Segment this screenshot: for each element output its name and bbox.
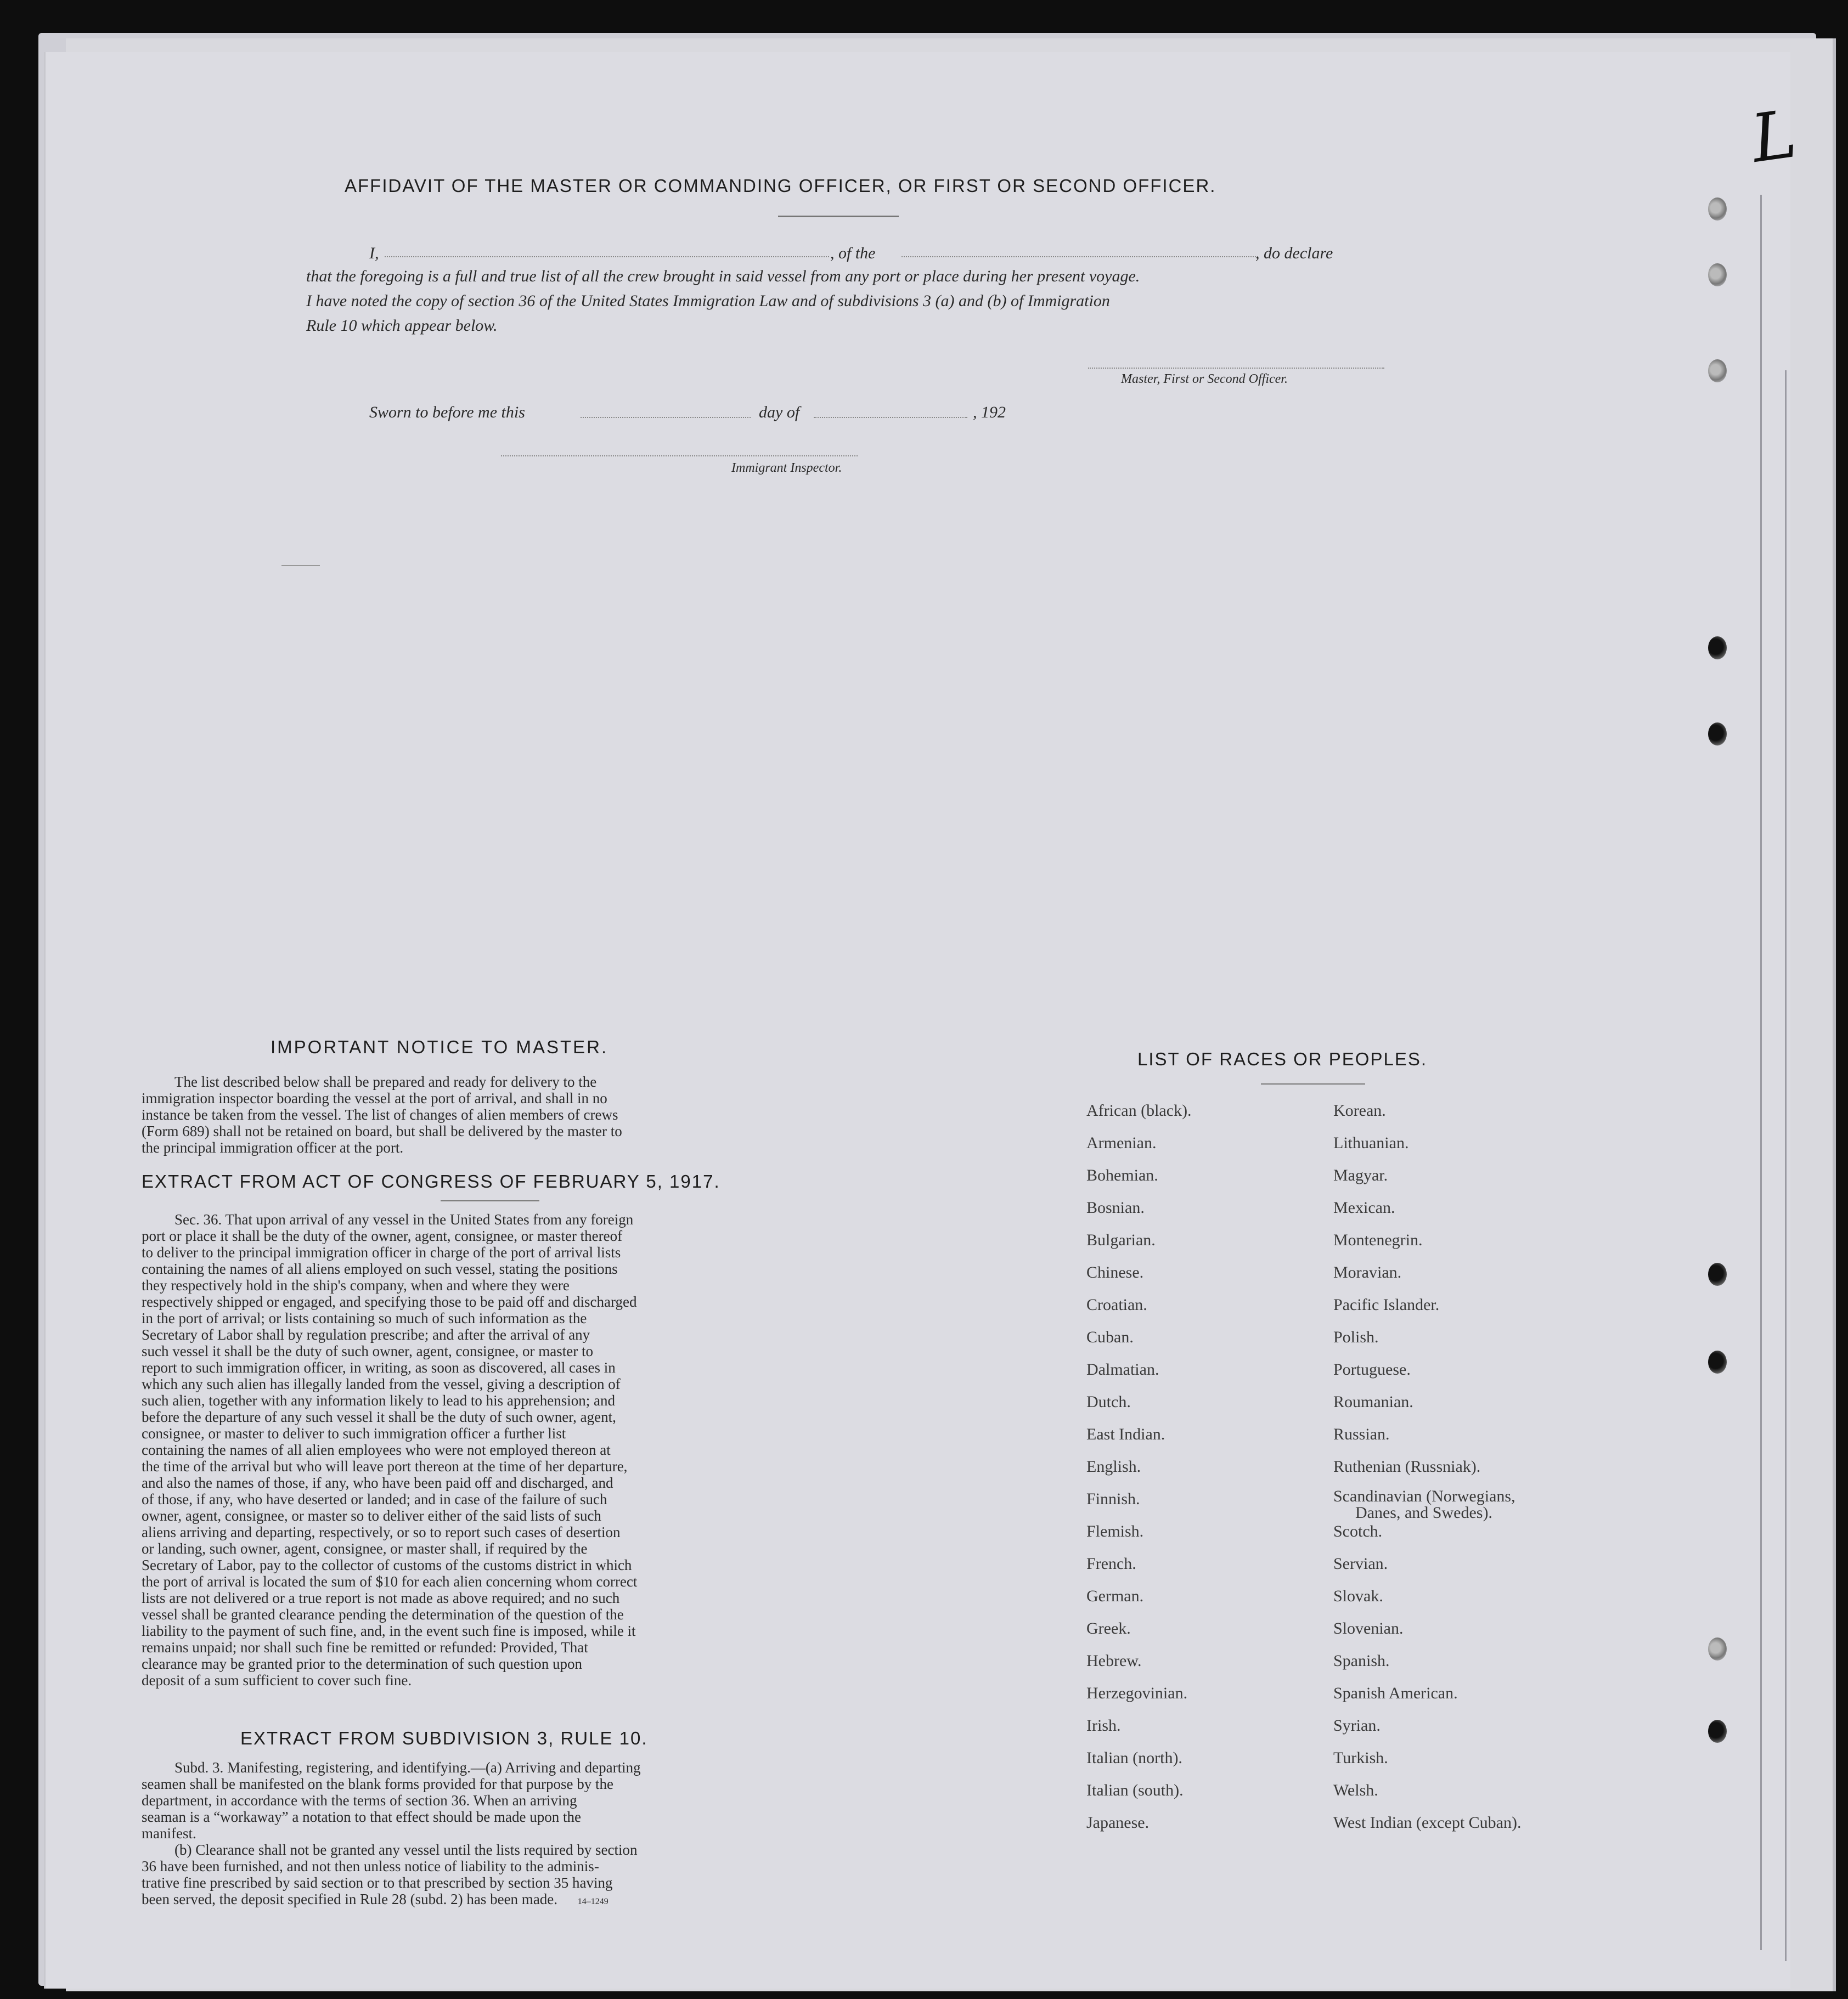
act-line: in the port of arrival; or lists containing so much of such information as the [142, 1310, 587, 1326]
act-line: Sec. 36. That upon arrival of any vessel in the United States from any foreign [174, 1211, 634, 1228]
year-label: , 192 [973, 403, 1006, 421]
signature-field[interactable] [1088, 368, 1384, 369]
race-item: Italian (north). [1086, 1749, 1182, 1767]
affidavit-title: AFFIDAVIT OF THE MASTER OR COMMANDING OFFICER, OR FIRST OR SECOND OFFICER. [345, 176, 1216, 196]
act-line: the time of the arrival but who will leave port thereon at the time of her departure, [142, 1458, 628, 1475]
stray-mark [281, 565, 320, 566]
title-rule [441, 1200, 539, 1201]
race-item-line: Danes, and Swedes). [1355, 1504, 1492, 1522]
race-item: Chinese. [1086, 1263, 1144, 1281]
punch-hole [1708, 722, 1727, 746]
race-item: Turkish. [1333, 1749, 1388, 1767]
race-item: French. [1086, 1555, 1136, 1573]
race-item: Italian (south). [1086, 1781, 1184, 1799]
act-extract-body [142, 1211, 822, 1689]
title-rule [1261, 1083, 1365, 1085]
rule-line: (b) Clearance shall not be granted any vessel until the lists required by section [174, 1842, 638, 1858]
act-line: or landing, such owner, agent, consignee, or master shall, if required by the [142, 1540, 588, 1557]
race-item: Montenegrin. [1333, 1231, 1423, 1249]
race-item: Pacific Islander. [1333, 1296, 1440, 1314]
act-line: respectively shipped or engaged, and specifying those to be paid off and discharged [142, 1294, 637, 1310]
rule-line: manifest. [142, 1825, 196, 1842]
act-extract-title: EXTRACT FROM ACT OF CONGRESS OF FEBRUARY 5, 1917. [142, 1171, 720, 1192]
race-item: East Indian. [1086, 1425, 1165, 1443]
race-item: Polish. [1333, 1328, 1379, 1346]
vessel-name-field[interactable] [902, 256, 1258, 257]
race-item: Cuban. [1086, 1328, 1134, 1346]
race-item: Herzegovinian. [1086, 1684, 1188, 1702]
act-line: such alien, together with any information likely to lead to his apprehension; and [142, 1392, 616, 1409]
act-line: owner, agent, consignee, or master so to deliver either of the said lists of such [142, 1507, 601, 1524]
act-line: containing the names of all alien employees who were not employed thereon at [142, 1442, 611, 1458]
rule-extract-title: EXTRACT FROM SUBDIVISION 3, RULE 10. [240, 1728, 648, 1748]
race-item: Servian. [1333, 1555, 1388, 1573]
vessel-label: , of the [830, 244, 876, 262]
rule-line: 36 have been furnished, and not then unless notice of liability to the adminis- [142, 1858, 599, 1874]
punch-hole [1708, 1351, 1727, 1374]
race-item: Dalmatian. [1086, 1360, 1159, 1379]
race-item: Finnish. [1086, 1490, 1140, 1508]
punch-hole [1708, 1263, 1727, 1286]
act-line: consignee, or master to deliver to such immigration officer a further list [142, 1425, 566, 1442]
races-left-column [1086, 1100, 1306, 1844]
rule-line: seaman is a “workaway” a notation to that effect should be made upon the [142, 1809, 581, 1825]
race-item: Syrian. [1333, 1716, 1381, 1735]
punch-hole [1708, 197, 1727, 221]
race-item: Bosnian. [1086, 1199, 1145, 1217]
rule-line: Subd. 3. Manifesting, registering, and identifying.—(a) Arriving and departing [174, 1759, 641, 1776]
race-item: West Indian (except Cuban). [1333, 1814, 1522, 1832]
race-item: Greek. [1086, 1619, 1131, 1637]
act-line: to deliver to the principal immigration officer in charge of the port of arrival lists [142, 1244, 621, 1261]
race-item: Roumanian. [1333, 1393, 1413, 1411]
race-item: Croatian. [1086, 1296, 1147, 1314]
race-item: Spanish. [1333, 1652, 1390, 1670]
margin-line [1760, 195, 1762, 1950]
race-item: German. [1086, 1587, 1144, 1605]
race-item: Mexican. [1333, 1199, 1395, 1217]
punch-hole [1708, 359, 1727, 382]
race-item: Ruthenian (Russniak). [1333, 1458, 1481, 1476]
rule-line: trative fine prescribed by said section or to that prescribed by section 35 having [142, 1874, 613, 1891]
signature-caption: Master, First or Second Officer. [1121, 372, 1288, 386]
notice-line: The list described below shall be prepared and ready for delivery to the [174, 1074, 597, 1090]
declare-label: , do declare [1255, 244, 1333, 262]
act-line: deposit of a sum sufficient to cover such fine. [142, 1672, 412, 1689]
act-line: before the departure of any such vessel it shall be the duty of such owner, agent, [142, 1409, 616, 1425]
race-item: Russian. [1333, 1425, 1390, 1443]
declarant-name-field[interactable] [385, 256, 829, 257]
notice-title: IMPORTANT NOTICE TO MASTER. [271, 1037, 609, 1057]
act-line: lists are not delivered or a true report is not made as above required; and no such [142, 1590, 620, 1606]
inspector-signature-field[interactable] [501, 455, 858, 456]
act-line: report to such immigration officer, in writing, as soon as discovered, all cases in [142, 1359, 616, 1376]
inspector-caption: Immigrant Inspector. [731, 461, 842, 475]
act-line: which any such alien has illegally landed from the vessel, giving a description of [142, 1376, 621, 1392]
race-item: Bulgarian. [1086, 1231, 1156, 1249]
notice-body [142, 1074, 822, 1156]
race-item: Moravian. [1333, 1263, 1402, 1281]
sworn-day-field[interactable] [581, 417, 751, 418]
race-item: Japanese. [1086, 1814, 1150, 1832]
race-item: English. [1086, 1458, 1141, 1476]
race-item: Welsh. [1333, 1781, 1378, 1799]
race-item [1333, 1488, 1641, 1521]
handwritten-mark: L [1746, 96, 1801, 178]
race-item: Armenian. [1086, 1134, 1157, 1152]
affidavit-statement: Rule 10 which appear below. [306, 317, 498, 335]
act-line: containing the names of all aliens employed on such vessel, stating the positions [142, 1261, 618, 1277]
act-line: aliens arriving and departing, respectively, or so to report such cases of desertion [142, 1524, 621, 1540]
races-title: LIST OF RACES OR PEOPLES. [1137, 1049, 1428, 1069]
notice-line: immigration inspector boarding the vessel at the port of arrival, and shall in no [142, 1090, 607, 1106]
notice-line: (Form 689) shall not be retained on board, but shall be delivered by the master to [142, 1123, 622, 1139]
affidavit-statement: that the foregoing is a full and true list of all the crew brought in said vessel from any port or place during her present voyage. [306, 267, 1140, 285]
race-item: Magyar. [1333, 1166, 1388, 1184]
races-right-column [1333, 1100, 1641, 1844]
race-item: Lithuanian. [1333, 1134, 1409, 1152]
rule-line: been served, the deposit specified in Rule 28 (subd. 2) has been made. [142, 1891, 558, 1907]
act-line: clearance may be granted prior to the determination of such question upon [142, 1656, 582, 1672]
act-line: liability to the payment of such fine, and, in the event such fine is imposed, while it [142, 1623, 636, 1639]
sworn-month-field[interactable] [814, 417, 967, 418]
act-line: of those, if any, who have deserted or landed; and in case of the failure of such [142, 1491, 607, 1507]
act-line: port or place it shall be the duty of the owner, agent, consignee, or master thereof [142, 1228, 623, 1244]
punch-hole [1708, 1637, 1727, 1661]
rule-line: seamen shall be manifested on the blank forms provided for that purpose by the [142, 1776, 614, 1792]
title-rule [778, 216, 899, 217]
rule-line: department, in accordance with the terms of section 36. When an arriving [142, 1792, 577, 1809]
margin-line [1785, 370, 1787, 1961]
act-line: Secretary of Labor shall by regulation prescribe; and after the arrival of any [142, 1326, 590, 1343]
race-item: Dutch. [1086, 1393, 1131, 1411]
declarant-label: I, [369, 244, 379, 262]
race-item: Korean. [1333, 1102, 1386, 1120]
race-item: African (black). [1086, 1102, 1192, 1120]
affidavit-statement: I have noted the copy of section 36 of the United States Immigration Law and of subdivisions 3 (a) and (b) of Immigration [306, 292, 1110, 310]
race-item: Spanish American. [1333, 1684, 1458, 1702]
race-item: Hebrew. [1086, 1652, 1142, 1670]
race-item: Slovak. [1333, 1587, 1383, 1605]
act-line: vessel shall be granted clearance pending the determination of the question of the [142, 1606, 624, 1623]
punch-hole [1708, 636, 1727, 659]
act-line: the port of arrival is located the sum of $10 for each alien concerning whom correct [142, 1573, 638, 1590]
notice-line: instance be taken from the vessel. The list of changes of alien members of crews [142, 1106, 618, 1123]
sworn-label: Sworn to before me this [369, 403, 525, 421]
race-item: Slovenian. [1333, 1619, 1404, 1637]
race-item: Irish. [1086, 1716, 1121, 1735]
form-number: 14–1249 [577, 1897, 609, 1906]
act-line: and also the names of those, if any, who have been paid off and discharged, and [142, 1475, 613, 1491]
punch-hole [1708, 263, 1727, 286]
rule-extract-body [142, 1759, 822, 1910]
act-line: Secretary of Labor, pay to the collector of customs of the customs district in which [142, 1557, 632, 1573]
race-item: Scotch. [1333, 1522, 1383, 1540]
act-line: they respectively hold in the ship's company, when and where they were [142, 1277, 570, 1294]
race-item: Flemish. [1086, 1522, 1144, 1540]
punch-hole [1708, 1720, 1727, 1743]
form-page [44, 52, 1801, 1989]
race-item-line: Scandinavian (Norwegians, [1333, 1487, 1515, 1505]
race-item: Bohemian. [1086, 1166, 1158, 1184]
day-of-label: day of [759, 403, 800, 421]
race-item: Portuguese. [1333, 1360, 1411, 1379]
act-line: remains unpaid; nor shall such fine be remitted or refunded: Provided, That [142, 1639, 588, 1656]
notice-line: the principal immigration officer at the port. [142, 1139, 404, 1156]
act-line: such vessel it shall be the duty of such owner, agent, consignee, or master to [142, 1343, 593, 1359]
